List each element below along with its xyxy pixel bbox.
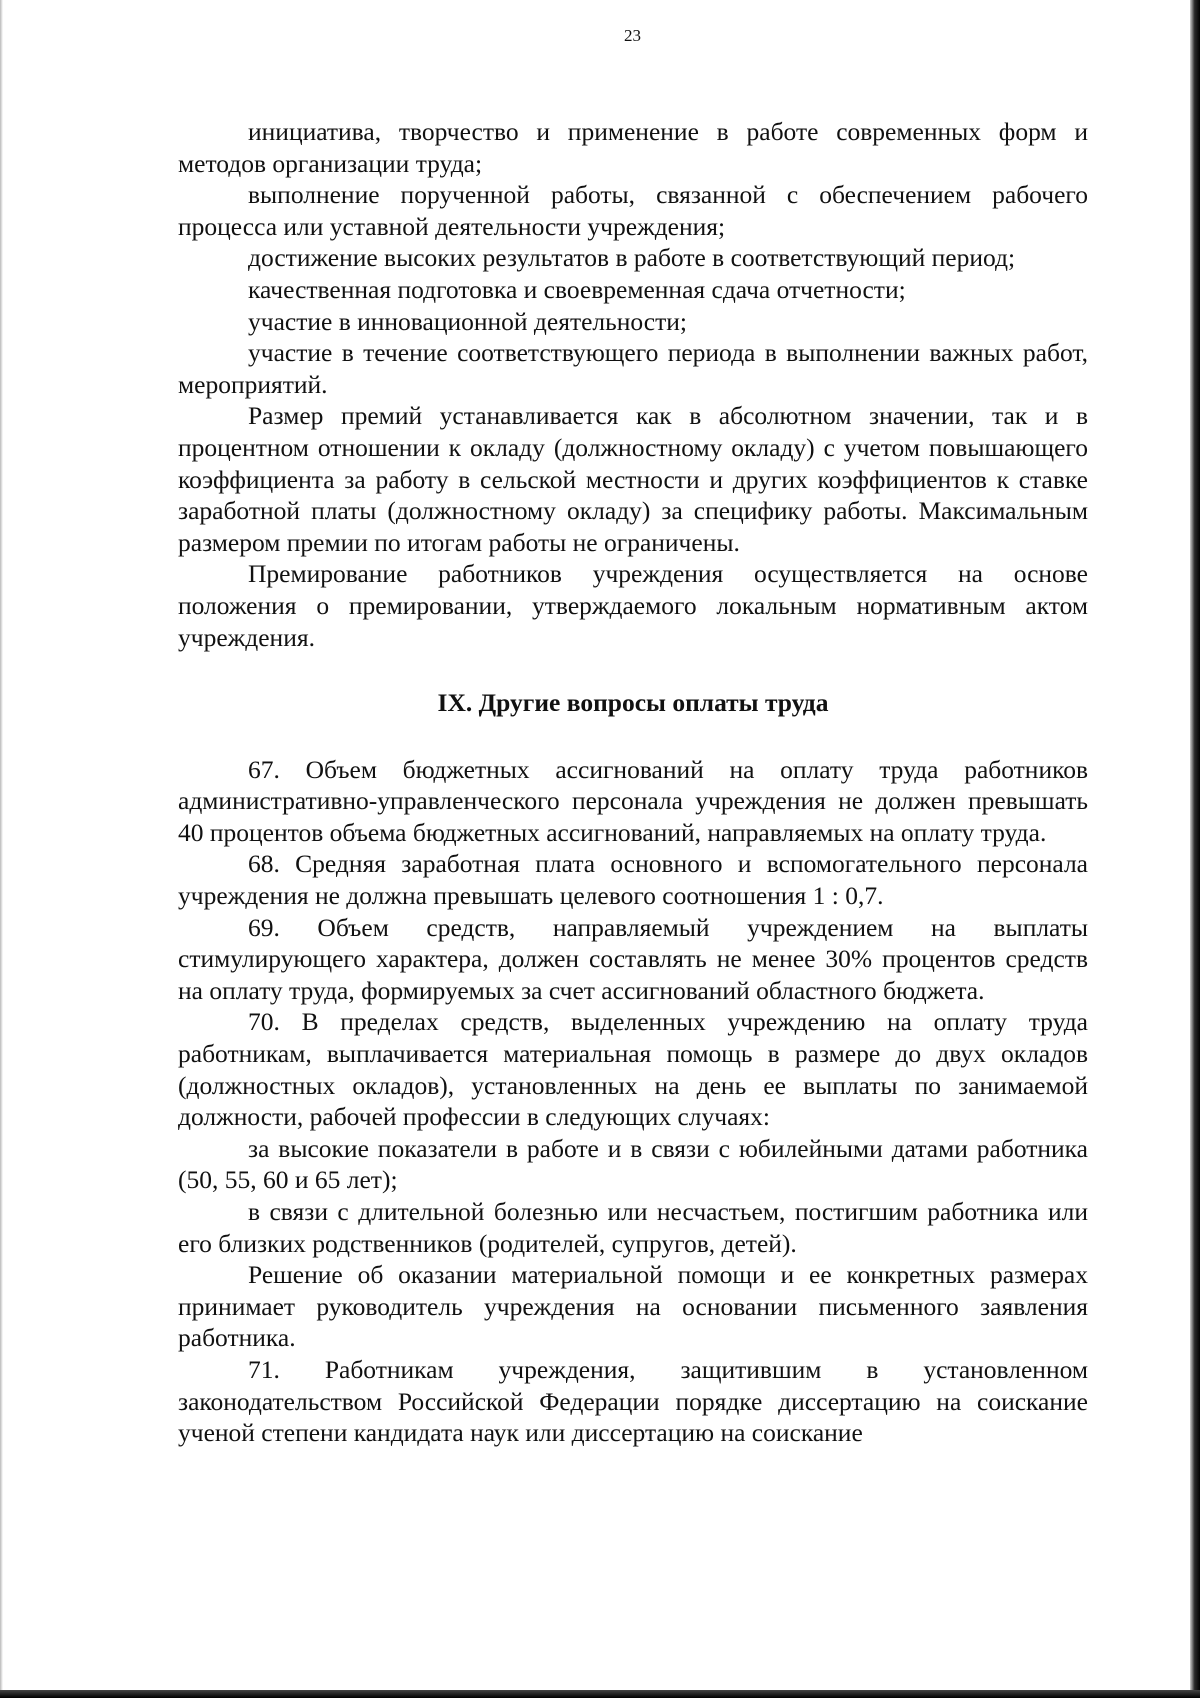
paragraph-67: 67. Объем бюджетных ассигнований на оплату труда работников административно-управленческого персонала учреждения не должен превышать 40 процентов объема бюджетных ассигнований, направляемых на оплату труда. (178, 754, 1088, 847)
scan-edge-left (0, 0, 3, 1698)
paragraph: инициатива, творчество и применение в работе современных форм и методов организации труда; (178, 117, 1088, 178)
paragraph: Решение об оказании материальной помощи и ее конкретных размерах принимает руководитель учреждения на основании письменного заявления работника. (178, 1260, 1088, 1353)
paragraph-71: 71. Работникам учреждения, защитившим в установленном законодательством Российской Федерации порядке диссертацию на соискание ученой степени кандидата наук или диссертацию на соискание (178, 1354, 1088, 1448)
paragraph-70: 70. В пределах средств, выделенных учреждению на оплату труда работникам, выплачивается материальная помощь в размере до двух окладов (должностных окладов), установленных на день ее выплаты по занимаемой должности, рабочей профессии в следующих случаях: (178, 1007, 1088, 1132)
paragraph: выполнение порученной работы, связанной с обеспечением рабочего процесса или уставной деятельности учреждения; (178, 180, 1088, 241)
page-number: 23 (624, 26, 641, 45)
scan-edge-right (1190, 0, 1200, 1698)
paragraph: Премирование работников учреждения осуществляется на основе положения о премировании, утверждаемого локальным нормативным актом учреждения. (178, 559, 1088, 652)
paragraph-68: 68. Средняя заработная плата основного и вспомогательного персонала учреждения не должна превышать целевого соотношения 1 : 0,7. (178, 849, 1088, 911)
paragraph: участие в инновационной деятельности; (248, 306, 687, 336)
paragraph-69: 69. Объем средств, направляемый учреждением на выплаты стимулирующего характера, должен составлять не менее 30% процентов средств на оплату труда, формируемых за счет ассигнований областного бюджета. (178, 912, 1088, 1005)
paragraph: достижение высоких результатов в работе в соответствующий период; (248, 243, 1016, 273)
document-body (178, 116, 1088, 1449)
paragraph: участие в течение соответствующего периода в выполнении важных работ, мероприятий. (178, 338, 1088, 399)
section-heading: IX. Другие вопросы оплаты труда (437, 688, 829, 718)
paragraph: за высокие показатели в работе и в связи с юбилейными датами работника (50, 55, 60 и 65 лет); (178, 1133, 1088, 1195)
paragraph: Размер премий устанавливается как в абсолютном значении, так и в процентном отношении к окладу (должностному окладу) с учетом повышающего коэффициента за работу в сельской местности и других коэффициентов к ставке заработной платы (должностному окладу) за специфику работы. Максимальным размером премии по итогам работы не ограничены. (178, 401, 1088, 557)
paragraph: в связи с длительной болезнью или несчастьем, постигшим работника или его близких родственников (родителей, супругов, детей). (178, 1197, 1088, 1258)
scan-edge-bottom (0, 1690, 1200, 1698)
paragraph: качественная подготовка и своевременная сдача отчетности; (248, 274, 906, 304)
